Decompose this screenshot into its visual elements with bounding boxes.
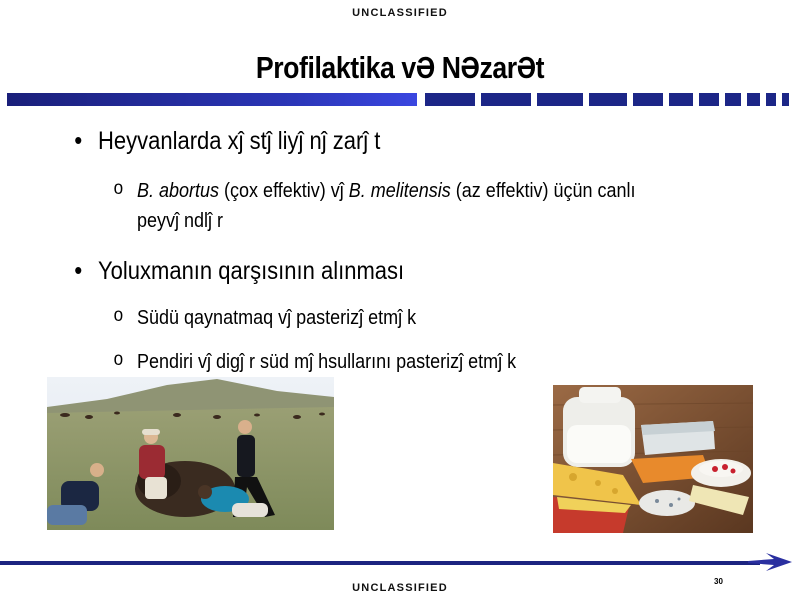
title-bar-segment (766, 93, 776, 106)
title-bar-segment (481, 93, 531, 106)
sub-bullet-item (113, 303, 417, 333)
slide-title: Profilaktika vӘ NӘzarӘt (255, 50, 545, 85)
title-bar-segment (669, 93, 693, 106)
sub-text: (az effektiv) üçün canlı (450, 180, 636, 202)
title-underline-bar (7, 93, 795, 106)
footer-rule (0, 561, 760, 565)
bullet-dot: • (74, 255, 83, 285)
title-bar-segment (633, 93, 663, 106)
bullet-item (74, 125, 381, 156)
classification-bottom: UNCLASSIFIED (352, 582, 448, 594)
field-livestock-illustration (47, 377, 334, 530)
title-bar-segment (425, 93, 475, 106)
sub-bullet-item (113, 347, 517, 377)
bullet-text: Yoluxmanın qarşısının alınması (98, 257, 405, 285)
footer-arrow-icon (748, 553, 792, 571)
title-bar-segment (537, 93, 583, 106)
title-bar-segment (725, 93, 741, 106)
sub-bullet-marker: o (113, 349, 124, 370)
bullet-text: Heyvanlarda xĵ stĵ liyĵ nĵ zarĵ t (98, 127, 381, 155)
page-number: 30 (714, 577, 723, 586)
bullet-dot: • (74, 125, 83, 155)
sub-text-line2: peyvĵ ndlĵ r (137, 210, 224, 232)
milk-and-cheese-photo (553, 385, 753, 533)
title-bar-segment (589, 93, 627, 106)
title-bar-gradient (7, 93, 417, 106)
sub-text: (çox effektiv) vĵ (219, 180, 349, 202)
sub-bullet-marker: o (113, 178, 124, 199)
sub-italic-term: B. melitensis (348, 180, 451, 202)
sub-italic-term: B. abortus (137, 180, 220, 202)
title-bar-segment (747, 93, 760, 106)
title-bar-segment (699, 93, 719, 106)
bullet-item (74, 255, 405, 286)
sub-text: Südü qaynatmaq vĵ pasterizĵ etmĵ k (137, 307, 417, 329)
title-bar-segment (782, 93, 789, 106)
classification-top: UNCLASSIFIED (352, 7, 448, 19)
sub-text: Pendiri vĵ digĵ r süd mĵ hsullarını pasterizĵ etmĵ k (137, 351, 517, 373)
milk-and-cheese-illustration (553, 385, 753, 533)
sub-bullet-item (113, 176, 776, 236)
field-livestock-photo (47, 377, 334, 530)
sub-bullet-marker: o (113, 305, 124, 326)
